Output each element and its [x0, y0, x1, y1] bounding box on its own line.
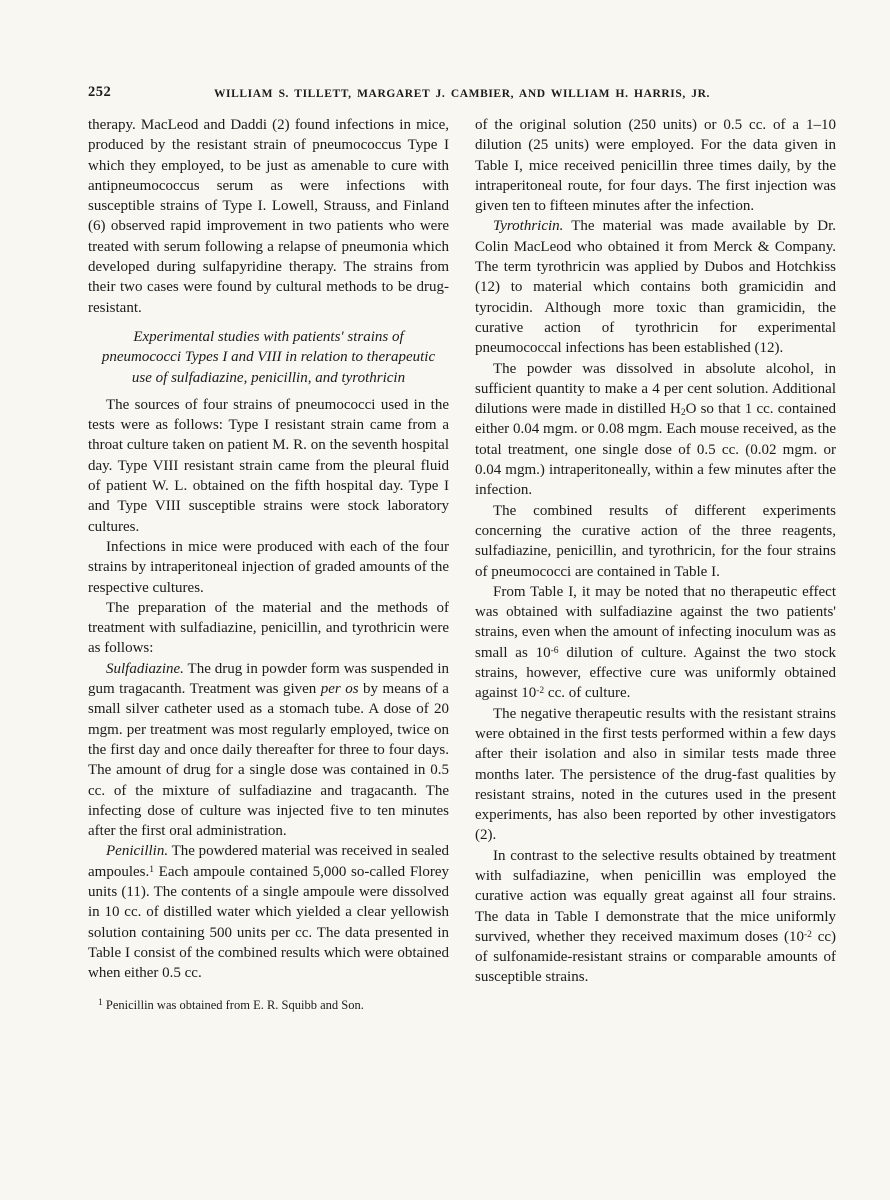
right-column [475, 115, 836, 988]
paragraph [475, 846, 836, 988]
text-run: O so that 1 cc. contained either 0.04 mgm. or 0.08 mgm. Each mouse received, as the total treatment, one single dose of 0.5 cc. (0.02 mgm. or 0.04 mgm.) intraperitoneally, within a few minutes after the infection. [475, 401, 836, 499]
superscript: -2 [536, 686, 545, 697]
paragraph [475, 582, 836, 704]
text-run: cc) of sulfonamide-resistant strains or comparable amounts of susceptible strains. [475, 928, 837, 986]
paragraph [475, 704, 836, 846]
text-run: therapy. MacLeod and Daddi (2) found infections in mice, produced by the resistant strain of pneumococcus Type I which they employed, to be just as amenable to cure with antipneumococcus serum as were infections with susceptible strains of Type I. Lowell, Strauss, and Finland (6) observed rapid improvement in two patients who were treated with serum following a relapse of pneumonia which developed during sulfapyridine therapy. The strains from their two cases were found by cultural methods to be drug-resistant. [88, 117, 449, 316]
section-heading [94, 327, 443, 388]
superscript: -2 [804, 929, 812, 940]
text-run: Penicillin was obtained from E. R. Squibb and Son. [102, 998, 364, 1013]
text-run: The powder was dissolved in absolute alcohol, in sufficient quantity to make a 4 per cent solution. Additional dilutions were made in distilled H [475, 360, 836, 418]
superscript: -6 [550, 645, 559, 656]
running-head-title: WILLIAM S. TILLETT, MARGARET J. CAMBIER, AND WILLIAM H. HARRIS, JR. [213, 88, 711, 100]
running-head [88, 84, 836, 102]
text-run: cc. of culture. [544, 685, 631, 702]
text-run: The material was made available by Dr. Colin MacLeod who obtained it from Merck & Company. The term tyrothricin was applied by Dubos and Hotchkiss (12) to material which contains both gramicidin and tyrocidin. Although more toxic than gramicidin, the curative action of tyrothricin for experimental pneumococcal infections has been established (12). [475, 218, 836, 357]
text-run: per os [320, 681, 359, 698]
paragraph [475, 359, 836, 501]
paragraph [88, 115, 449, 318]
paragraph [88, 537, 449, 598]
text-run: Tyrothricin. [493, 218, 564, 235]
text-run: The drug in powder form was suspended in gum tragacanth. Treatment was given [88, 660, 449, 698]
text-run: The combined results of different experiments concerning the curative action of the three reagents, sulfadiazine, penicillin, and tyrothricin, for the four strains of pneumococci are contained in Table I. [475, 502, 836, 580]
paragraph [475, 501, 836, 582]
superscript: 1 [98, 998, 103, 1009]
text-run: by means of a small silver catheter used as a stomach tube. A dose of 20 mgm. per treatment was most regularly employed, twice on the first day and once daily thereafter for three to four days. The amount of drug for a single dose was contained in 0.5 cc. of the mixture of sulfadiazine and tragacanth. The infecting dose of culture was injected five to ten minutes after the first oral administration. [88, 681, 449, 840]
paragraph [88, 841, 449, 983]
paragraph [88, 598, 449, 659]
text-run: of the original solution (250 units) or 0.5 cc. of a 1–10 dilution (25 units) were employed. For the data given in Table I, mice received penicillin three times daily, by the intraperitoneal route, for four days. The first injection was given ten to fifteen minutes after the infection. [475, 117, 836, 215]
paragraph [475, 115, 836, 216]
left-column [88, 115, 449, 1013]
text-run: From Table I, it may be noted that no therapeutic effect was obtained with sulfadiazine against the two patients' strains, even when the amount of infecting inoculum was as small as 10 [475, 583, 836, 661]
text-run: The negative therapeutic results with the resistant strains were obtained in the first tests performed within a few days after their isolation and also in similar tests made three months later. The persistence of the drug-fast qualities by resistant strains, noted in the cutures used in the present experiments, has also been reported by other investigators (2). [475, 705, 836, 844]
page-number: 252 [88, 84, 112, 100]
text-run: The sources of four strains of pneumococci used in the tests were as follows: Type I resistant strain came from a throat culture taken on patient M. R. on the seventh hospital day. Type VIII resistant strain came from the pleural fluid of patient W. L. obtained on the fifth hospital day. Type I and Type VIII susceptible strains were stock laboratory cultures. [88, 396, 449, 535]
text-run: Infections in mice were produced with each of the four strains by intraperitoneal injection of graded amounts of the respective cultures. [88, 538, 449, 596]
text-run: Each ampoule contained 5,000 so-called Florey units (11). The contents of a single ampoule were dissolved in 10 cc. of distilled water which yielded a clear yellowish solution containing 500 units per cc. The data presented in Table I consist of the combined results which were obtained when either 0.5 cc. [88, 863, 449, 982]
text-columns [88, 115, 836, 1013]
text-run: The powdered material was received in sealed ampoules. [88, 843, 449, 880]
footnote [88, 997, 449, 1013]
paragraph [475, 216, 836, 358]
text-run: In contrast to the selective results obtained by treatment with sulfadiazine, when penicillin was employed the curative action was equally great against all four strains. The data in Table I demonstrate that the mice uniformly survived, whether they received maximum doses (10 [475, 847, 836, 945]
text-run: dilution of culture. Against the two stock strains, however, effective cure was uniformly obtained against 10 [475, 644, 836, 702]
paragraph [88, 659, 449, 842]
paragraph [88, 395, 449, 537]
superscript: 1 [149, 864, 154, 875]
text-run: Experimental studies with patients' strains of pneumococci Types I and VIII in relation to therapeutic use of sulfadiazine, penicillin, and tyrothricin [101, 328, 436, 386]
text-run: The preparation of the material and the methods of treatment with sulfadiazine, penicillin, and tyrothricin were as follows: [88, 599, 449, 657]
text-run: Sulfadiazine. [106, 660, 184, 677]
text-run: Penicillin. [106, 843, 169, 860]
subscript: 2 [680, 408, 686, 419]
